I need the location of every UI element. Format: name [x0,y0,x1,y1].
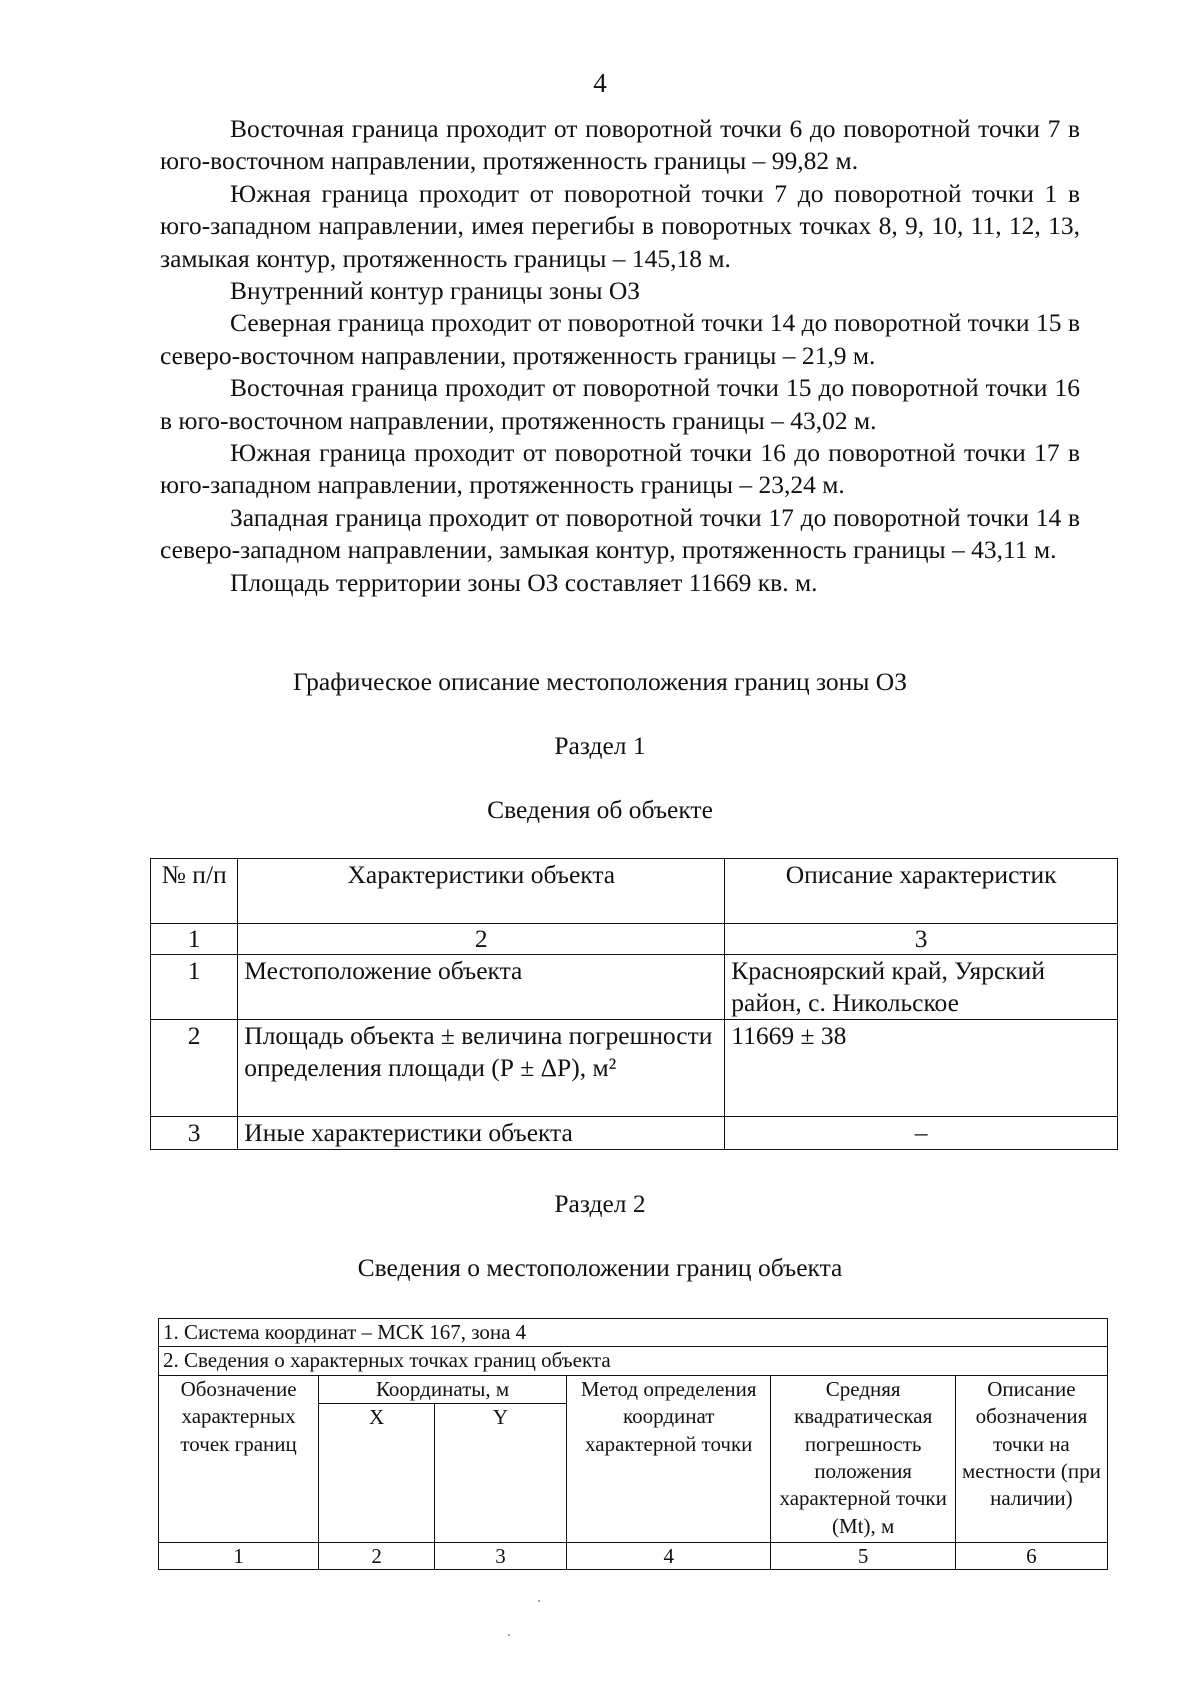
row-characteristic: Иные характеристики объекта [238,1117,725,1150]
coordinate-system-cell: 1. Система координат – МСК 167, зона 4 [159,1319,1108,1347]
table-row [151,1117,1118,1150]
paragraph-inner-north: Северная граница проходит от поворотной точки 14 до поворотной точки 15 в северо-восточном направлении, протяженность границы – 21,9 м. [160,308,1080,370]
table-header-row [151,859,1118,924]
paragraph-inner-contour: Внутренний контур границы зоны ОЗ [230,276,641,306]
header-point-description: Описание обозначения точки на местности (при наличии) [955,1375,1107,1542]
header-x: X [319,1404,435,1543]
paragraph-south-border: Южная граница проходит от поворотной точки 7 до поворотной точки 1 в юго-западном направлении, имея перегибы в поворотных точках 8, 9, 10, 11, 12, 13, замыкая контур, протяженность границы – 145,18 м. [160,178,1080,273]
table-header-row [159,1375,1108,1403]
boundary-points-table [158,1318,1108,1570]
paragraph-inner-east: Восточная граница проходит от поворотной точки 15 до поворотной точки 16 в юго-восточном направлении, протяженность границы – 43,02 м. [160,373,1080,435]
page-number: 4 [593,68,607,98]
number-cell: 3 [725,924,1118,955]
table-numbering-row [159,1543,1108,1570]
row-number: 2 [151,1020,238,1117]
header-cell-characteristics: Характеристики объекта [238,859,725,924]
table-row [151,955,1118,1020]
coordinate-system-row [159,1319,1108,1347]
paragraph-inner-south: Южная граница проходит от поворотной точки 16 до поворотной точки 17 в юго-западном направлении, протяженность границы – 23,24 м. [160,438,1080,500]
number-cell: 6 [955,1543,1107,1570]
scan-speck [508,1634,510,1636]
number-cell: 1 [151,924,238,955]
row-characteristic: Местоположение объекта [238,955,725,1020]
object-info-table [150,858,1118,1150]
section1-title: Раздел 1 [554,731,646,760]
header-designation: Обозначение характерных точек границ [159,1375,319,1542]
header-error: Средняя квадратическая погрешность положения характерной точки (Mt), м [771,1375,955,1542]
points-info-cell: 2. Сведения о характерных точках границ объекта [159,1347,1108,1375]
paragraph-inner-west: Западная граница проходит от поворотной точки 17 до поворотной точки 14 в северо-западном направлении, замыкая контур, протяженность границы – 43,11 м. [160,502,1080,565]
table-numbering-row [151,924,1118,955]
header-cell-number: № п/п [151,859,238,924]
header-coordinates: Координаты, м [319,1375,567,1403]
section1-subtitle: Сведения об объекте [487,795,713,824]
row-description: Красноярский край, Уярский район, с. Никольское [725,955,1118,1020]
row-description: – [725,1117,1118,1150]
header-method: Метод определения координат характерной точки [566,1375,771,1542]
number-cell: 2 [238,924,725,955]
section2-subtitle: Сведения о местоположении границ объекта [357,1253,843,1282]
row-number: 3 [151,1117,238,1150]
header-cell-description: Описание характеристик [725,859,1118,924]
paragraph-area: Площадь территории зоны ОЗ составляет 11669 кв. м. [230,567,818,597]
graphic-description-title: Графическое описание местоположения границ зоны ОЗ [292,667,908,696]
row-characteristic: Площадь объекта ± величина погрешности определения площади (Р ± ΔР), м² [238,1020,725,1117]
number-cell: 1 [159,1543,319,1570]
number-cell: 2 [319,1543,435,1570]
paragraph-east-border: Восточная граница проходит от поворотной точки 6 до поворотной точки 7 в юго-восточном направлении, протяженность границы – 99,82 м. [160,114,1080,176]
number-cell: 5 [771,1543,955,1570]
section2-title: Раздел 2 [554,1189,646,1218]
row-description: 11669 ± 38 [725,1020,1118,1117]
scan-speck [538,1600,540,1602]
header-y: Y [435,1404,567,1543]
row-number: 1 [151,955,238,1020]
points-info-row [159,1347,1108,1375]
number-cell: 3 [435,1543,567,1570]
table-row [151,1020,1118,1117]
body-text [160,113,1080,599]
number-cell: 4 [566,1543,771,1570]
